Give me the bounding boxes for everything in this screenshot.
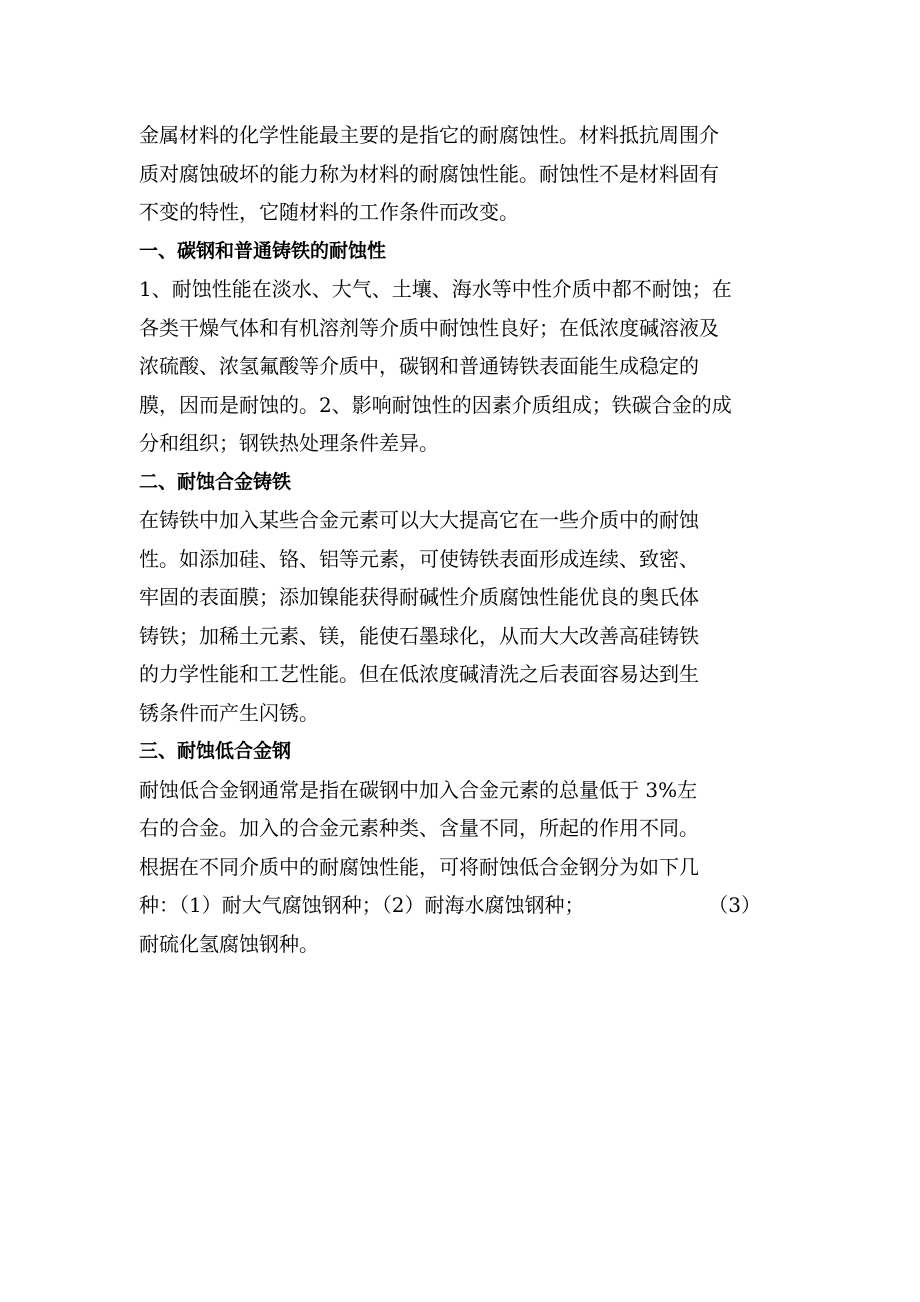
text-line-justified: [139, 886, 761, 925]
text-line: 的力学性能和工艺性能。但在低浓度碱清洗之后表面容易达到生: [139, 662, 699, 686]
section-paragraph-low-alloy-steel: [139, 771, 779, 964]
text-line: 锈条件而产生闪锈。: [139, 700, 319, 725]
text-line: 在铸铁中加入某些合金元素可以大大提高它在一些介质中的耐蚀: [139, 508, 699, 532]
text-line: 质对腐蚀破坏的能力称为材料的耐腐蚀性能。耐蚀性不是材料固有: [139, 161, 719, 186]
section-heading-carbon-steel: 一、碳钢和普通铸铁的耐蚀性: [139, 239, 387, 262]
text-line-left: 种：（1）耐大气腐蚀钢种；（2）耐海水腐蚀钢种；: [139, 893, 585, 917]
text-line: 各类干燥气体和有机溶剂等介质中耐蚀性良好；在低浓度碱溶液及: [139, 315, 719, 340]
text-line: 右的合金。加入的合金元素种类、含量不同，所起的作用不同。: [139, 816, 699, 840]
section-paragraph-carbon-steel: [139, 270, 779, 463]
section-paragraph-alloy-cast-iron: [139, 501, 779, 732]
section-heading-low-alloy-steel: 三、耐蚀低合金钢: [139, 740, 292, 762]
section-heading-alloy-cast-iron: 二、耐蚀合金铸铁: [139, 470, 292, 493]
text-line: 膜，因而是耐蚀的。2、影响耐蚀性的因素介质组成；铁碳合金的成: [139, 392, 732, 417]
text-line-right: （3）: [708, 893, 761, 917]
text-line: 浓硫酸、浓氢氟酸等介质中，碳钢和普通铸铁表面能生成稳定的: [139, 354, 699, 378]
text-line: 铸铁；加稀土元素、镁，能使石墨球化，从而大大改善高硅铸铁: [139, 623, 699, 648]
text-line: 根据在不同介质中的耐腐蚀性能，可将耐蚀低合金钢分为如下几: [139, 854, 699, 879]
document-body: [139, 116, 779, 963]
text-line: 分和组织；钢铁热处理条件差异。: [139, 431, 439, 455]
text-line: 牢固的表面膜；添加镍能获得耐碱性介质腐蚀性能优良的奥氏体: [139, 585, 699, 609]
text-line: 不变的特性，它随材料的工作条件而改变。: [139, 200, 519, 224]
text-line: 金属材料的化学性能最主要的是指它的耐腐蚀性。材料抵抗周围介: [139, 123, 719, 147]
text-line: 耐蚀低合金钢通常是指在碳钢中加入合金元素的总量低于 3%左: [139, 777, 698, 802]
intro-paragraph: [139, 116, 779, 232]
text-line: 性。如添加硅、铬、铝等元素，可使铸铁表面形成连续、致密、: [139, 546, 699, 571]
text-line: 耐硫化氢腐蚀钢种。: [139, 931, 319, 956]
text-line: 1、耐蚀性能在淡水、大气、土壤、海水等中性介质中都不耐蚀；在: [139, 277, 732, 301]
